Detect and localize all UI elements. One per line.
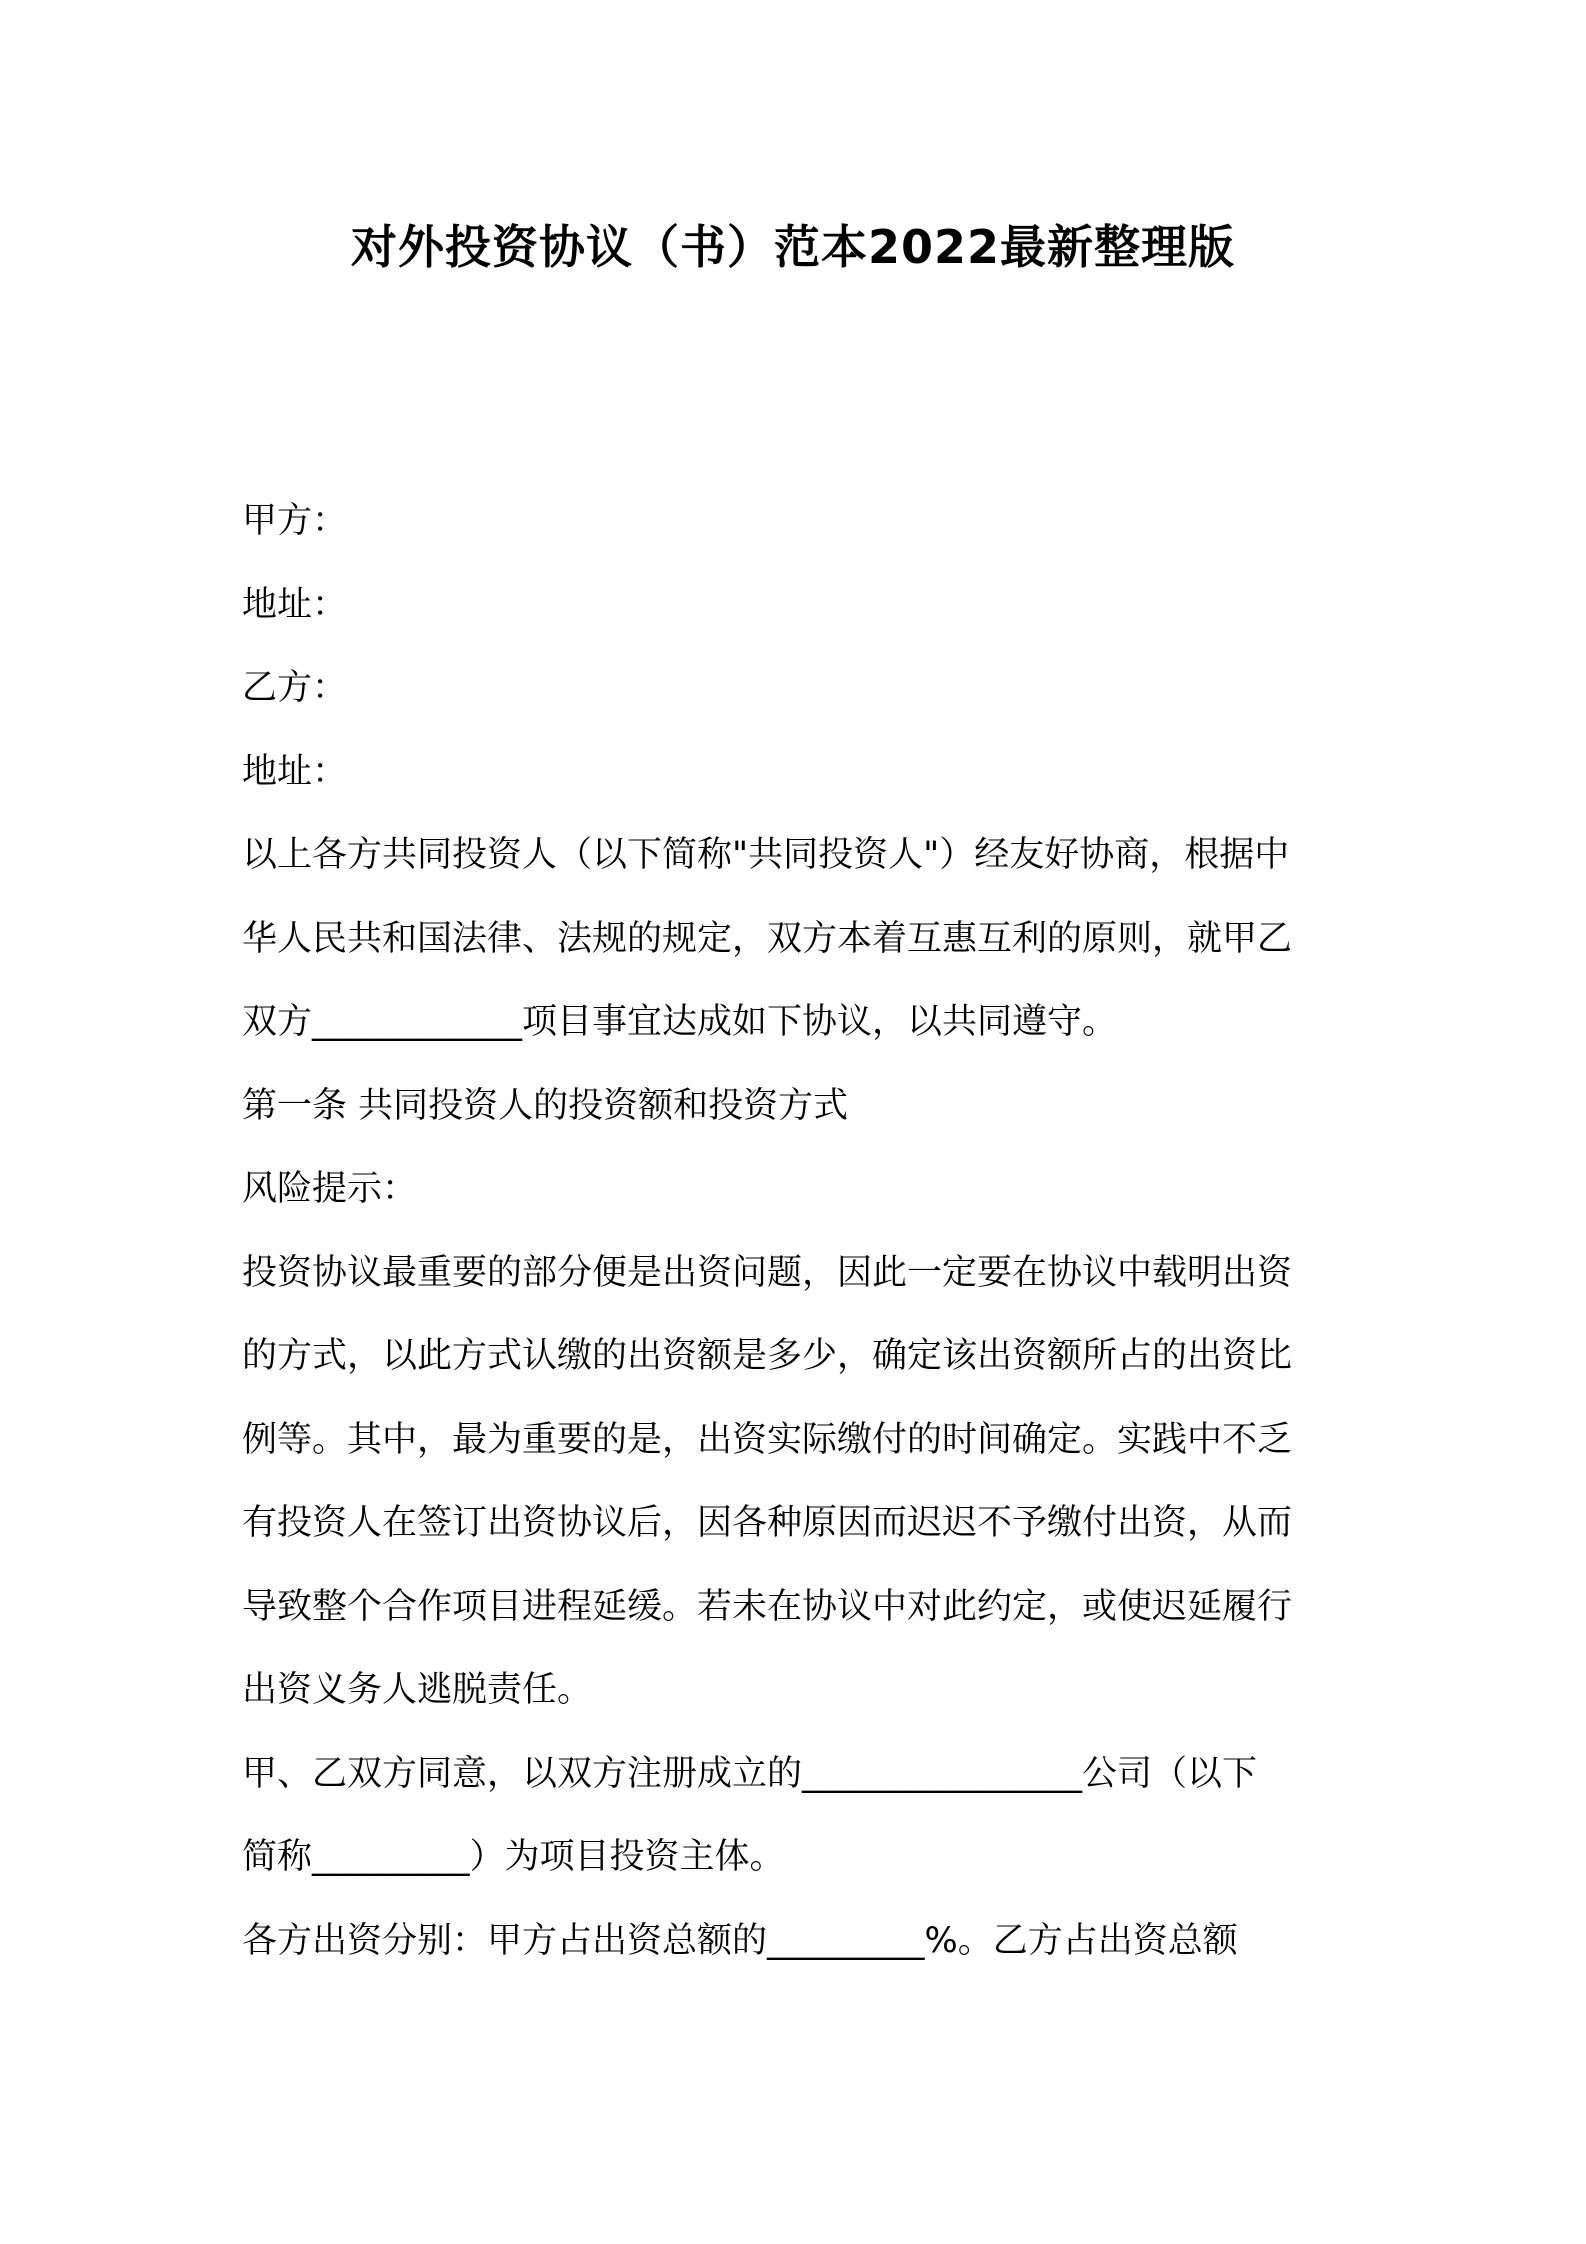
party-a-label: 甲方： [242, 501, 348, 541]
risk-notice-line-3: 例等。其中，最为重要的是，出资实际缴付的时间确定。实践中不乏 [242, 1419, 1293, 1460]
article-1-heading: 第一条 共同投资人的投资额和投资方式 [242, 1085, 849, 1126]
investment-entity-line-2: 简称_________）为项目投资主体。 [242, 1837, 785, 1877]
party-a-address-label: 地址： [242, 584, 348, 625]
contribution-ratio-line: 各方出资分别：甲方占出资总额的_________%。乙方占出资总额 [242, 1920, 1238, 1961]
document-title: 对外投资协议（书）范本2022最新整理版 [350, 220, 1236, 274]
preamble-line-3: 双方____________项目事宜达成如下协议，以共同遵守。 [242, 1002, 1118, 1042]
risk-notice-line-4: 有投资人在签订出资协议后，因各种原因而迟迟不予缴付出资，从而 [242, 1503, 1293, 1543]
risk-notice-line-1: 投资协议最重要的部分便是出资问题，因此一定要在协议中载明出资 [242, 1252, 1293, 1293]
preamble-line-1: 以上各方共同投资人（以下简称"共同投资人"）经友好协商，根据中 [242, 835, 1290, 875]
party-b-label: 乙方： [242, 668, 348, 708]
investment-entity-line-1: 甲、乙双方同意，以双方注册成立的________________公司（以下 [242, 1753, 1258, 1794]
preamble-line-2: 华人民共和国法律、法规的规定，双方本着互惠互利的原则，就甲乙 [242, 918, 1293, 959]
risk-notice-heading: 风险提示： [242, 1169, 418, 1209]
party-b-address-label: 地址： [242, 751, 348, 792]
risk-notice-line-5: 导致整个合作项目进程延缓。若未在协议中对此约定，或使迟延履行 [242, 1586, 1293, 1627]
risk-notice-line-6: 出资义务人逃脱责任。 [242, 1670, 593, 1710]
document-body [242, 480, 1360, 1983]
risk-notice-line-2: 的方式，以此方式认缴的出资额是多少，确定该出资额所占的出资比 [242, 1336, 1293, 1376]
